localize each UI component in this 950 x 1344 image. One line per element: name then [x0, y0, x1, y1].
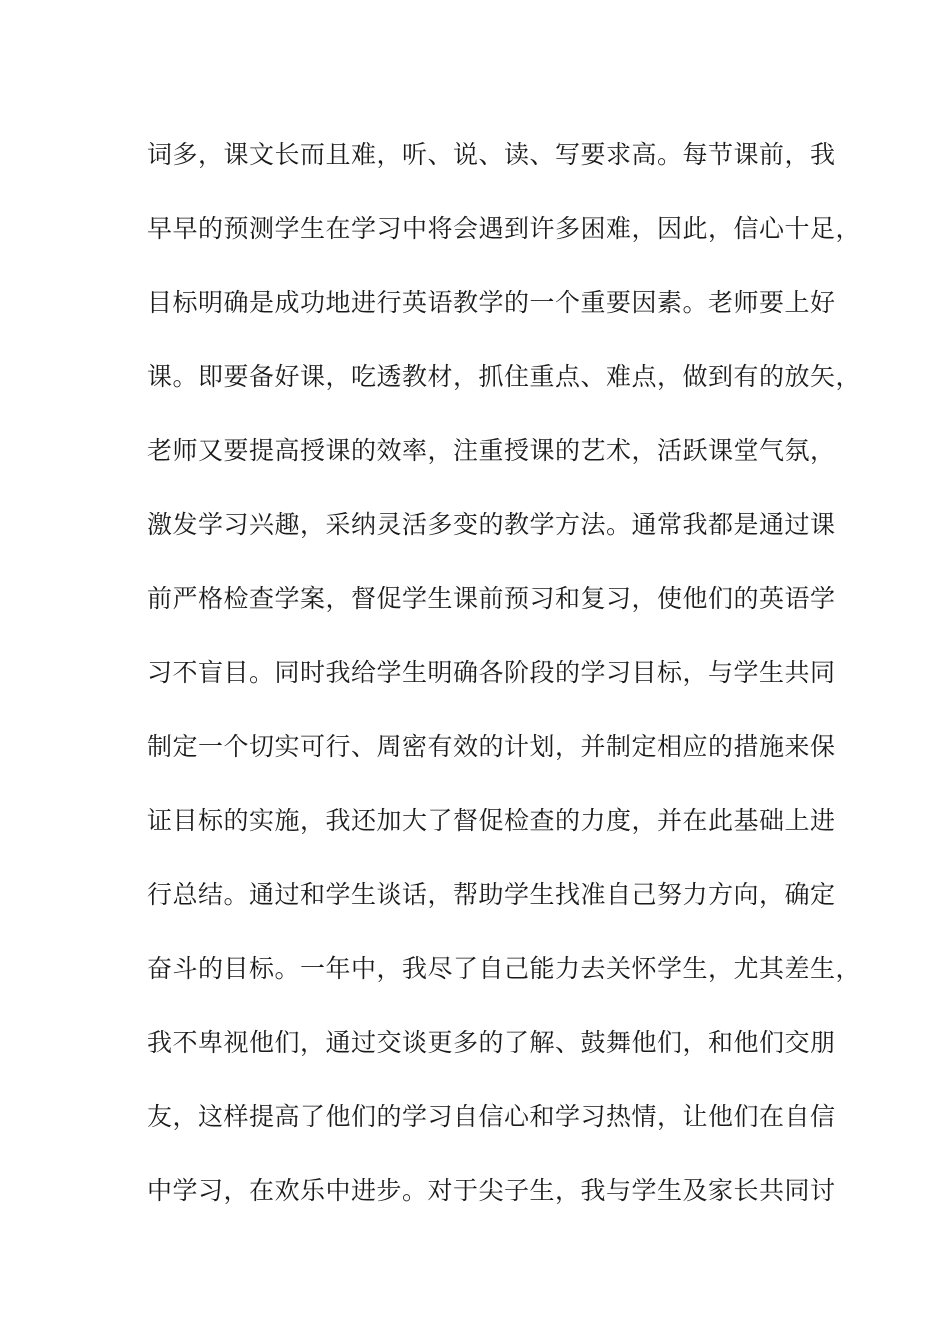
text-line: 制定一个切实可行、周密有效的计划，并制定相应的措施来保 — [147, 732, 836, 761]
text-line: 词多，课文长而且难，听、说、读、写要求高。每节课前，我 — [147, 140, 836, 169]
text-line: 友，这样提高了他们的学习自信心和学习热情，让他们在自信 — [147, 1102, 836, 1131]
text-line: 前严格检查学案，督促学生课前预习和复习，使他们的英语学 — [147, 584, 836, 613]
text-line: 奋斗的目标。一年中，我尽了自己能力去关怀学生，尤其差生， — [147, 954, 862, 983]
text-line: 课。即要备好课，吃透教材，抓住重点、难点，做到有的放矢， — [147, 362, 862, 391]
text-line: 激发学习兴趣，采纳灵活多变的教学方法。通常我都是通过课 — [147, 510, 836, 539]
text-line: 习不盲目。同时我给学生明确各阶段的学习目标，与学生共同 — [147, 658, 836, 687]
text-line: 中学习，在欢乐中进步。对于尖子生，我与学生及家长共同讨 — [147, 1176, 836, 1205]
text-line: 目标明确是成功地进行英语教学的一个重要因素。老师要上好 — [147, 288, 836, 317]
text-line: 老师又要提高授课的效率，注重授课的艺术，活跃课堂气氛， — [147, 436, 836, 465]
text-line: 早早的预测学生在学习中将会遇到许多困难，因此，信心十足， — [147, 214, 862, 243]
text-line: 行总结。通过和学生谈话，帮助学生找准自己努力方向，确定 — [147, 880, 836, 909]
text-line: 我不卑视他们，通过交谈更多的了解、鼓舞他们，和他们交朋 — [147, 1028, 836, 1057]
body-text — [147, 132, 862, 1242]
text-line: 证目标的实施，我还加大了督促检查的力度，并在此基础上进 — [147, 806, 836, 835]
